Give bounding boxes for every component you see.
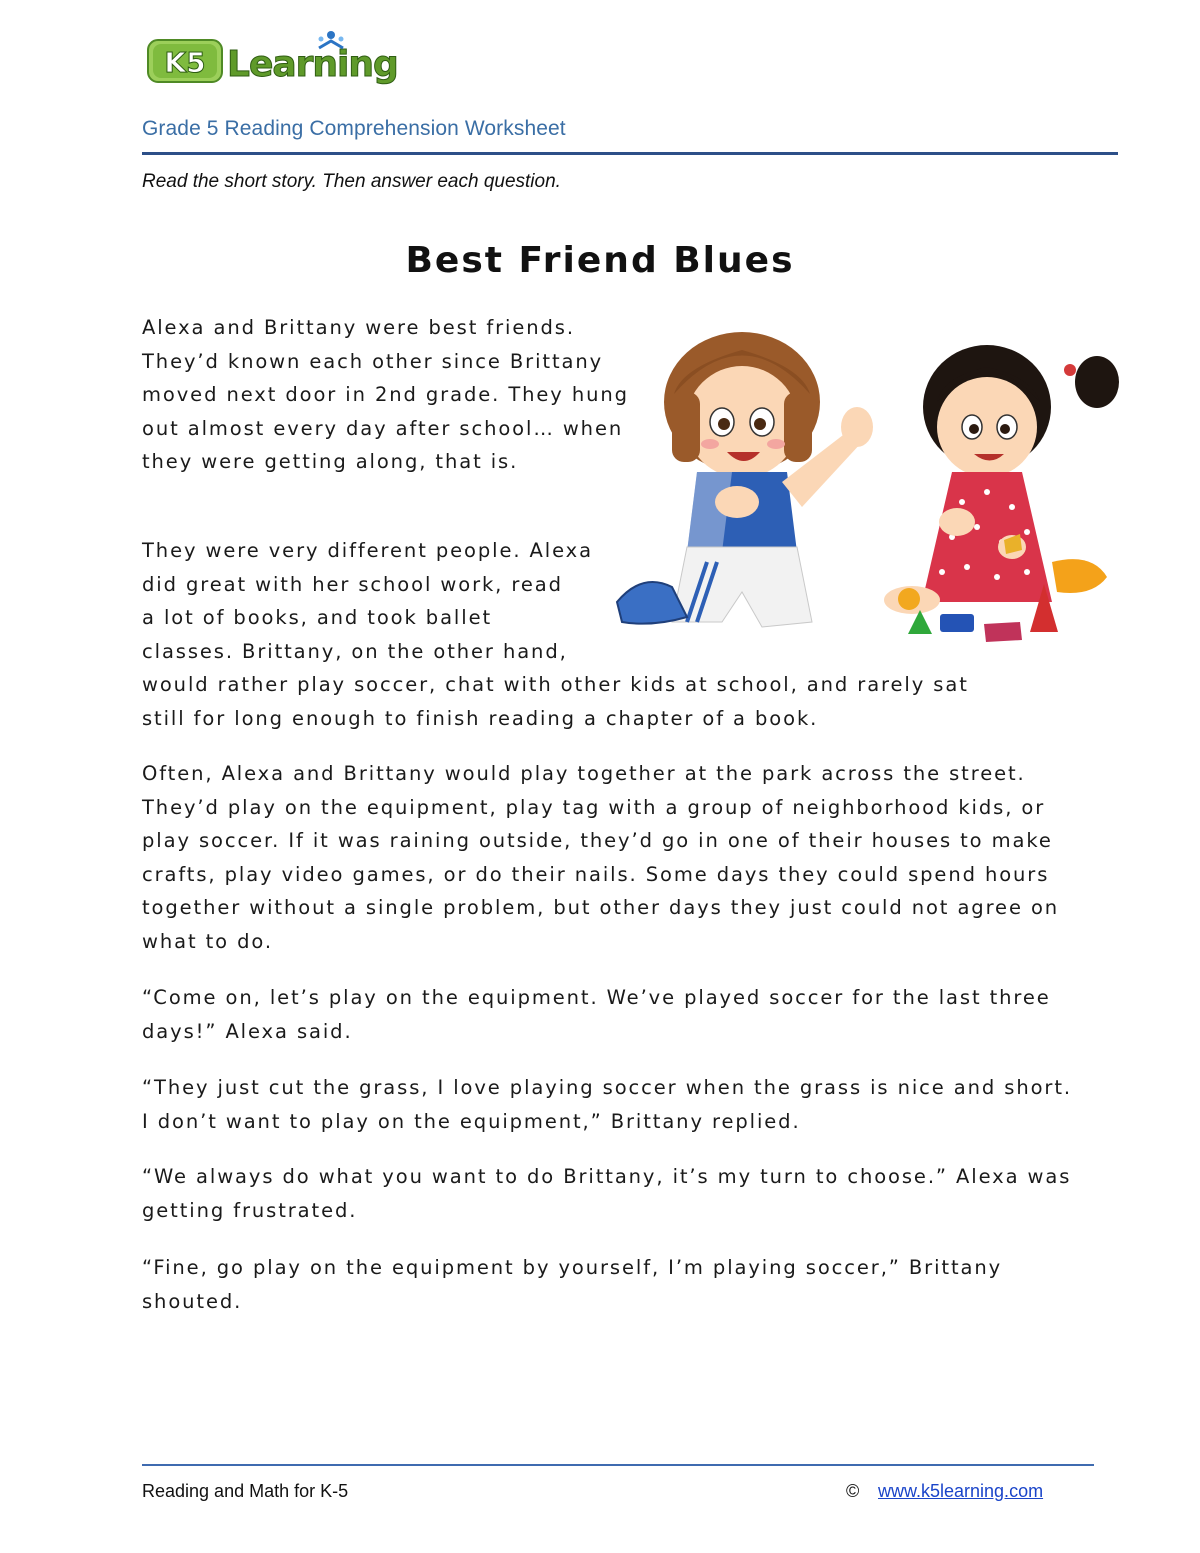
worksheet-subtitle: Grade 5 Reading Comprehension Worksheet — [142, 117, 566, 140]
paragraph-2-line: a lot of books, and took ballet — [142, 606, 493, 629]
story-paragraph-7: “Fine, go play on the equipment by yourself, I’m playing soccer,” Brittany shouted. — [142, 1256, 1003, 1313]
logo-k5-text: K5 — [164, 46, 206, 79]
k5learning-website-link[interactable]: www.k5learning.com — [878, 1481, 1044, 1501]
story-title: Best Friend Blues — [405, 240, 795, 281]
paragraph-2-line: still for long enough to finish reading a chapter of a book. — [142, 706, 819, 730]
paragraph-2-line: would rather play soccer, chat with other kids at school, and rarely sat — [142, 673, 969, 696]
story-paragraph-3: Often, Alexa and Brittany would play together at the park across the street. They’d play on the equipment, play tag with a group of neighborhood kids, or play soccer. If it was raining outside, they’d go in one of their houses to make crafts, play video games, or do their nails. Some days they could spend hours together without a single problem, but other days they just could not agree on what to do. — [142, 762, 1060, 953]
paragraph-2-line: classes. Brittany, on the other hand, — [142, 639, 568, 663]
instructions-text: Read the short story. Then answer each question. — [142, 171, 561, 192]
paragraph-2-line: did great with her school work, read — [142, 572, 563, 596]
footer-tagline: Reading and Math for K-5 — [142, 1481, 349, 1501]
story-paragraph-1: Alexa and Brittany were best friends. They’d known each other since Brittany moved next door in 2nd grade. They hung out almost every day after school… when they were getting along, that is. — [142, 316, 629, 473]
k5-learning-logo — [145, 26, 400, 90]
logo-learning-text: Learning — [227, 44, 398, 85]
story-paragraph-5: “They just cut the grass, I love playing soccer when the grass is nice and short. I don’t want to play on the equipment,” Brittany replied. — [142, 1076, 1072, 1133]
story-paragraph-4: “Come on, let’s play on the equipment. We’ve played soccer for the last three days!” Alexa said. — [142, 986, 1051, 1043]
header-divider — [142, 152, 1118, 155]
story-paragraph-6: “We always do what you want to do Brittany, it’s my turn to choose.” Alexa was getting frustrated. — [142, 1165, 1072, 1222]
paragraph-2-line: They were very different people. Alexa — [142, 539, 593, 562]
copyright-symbol: © — [846, 1481, 860, 1501]
story-paragraph-2 — [142, 534, 1062, 735]
footer-divider — [142, 1464, 1094, 1466]
